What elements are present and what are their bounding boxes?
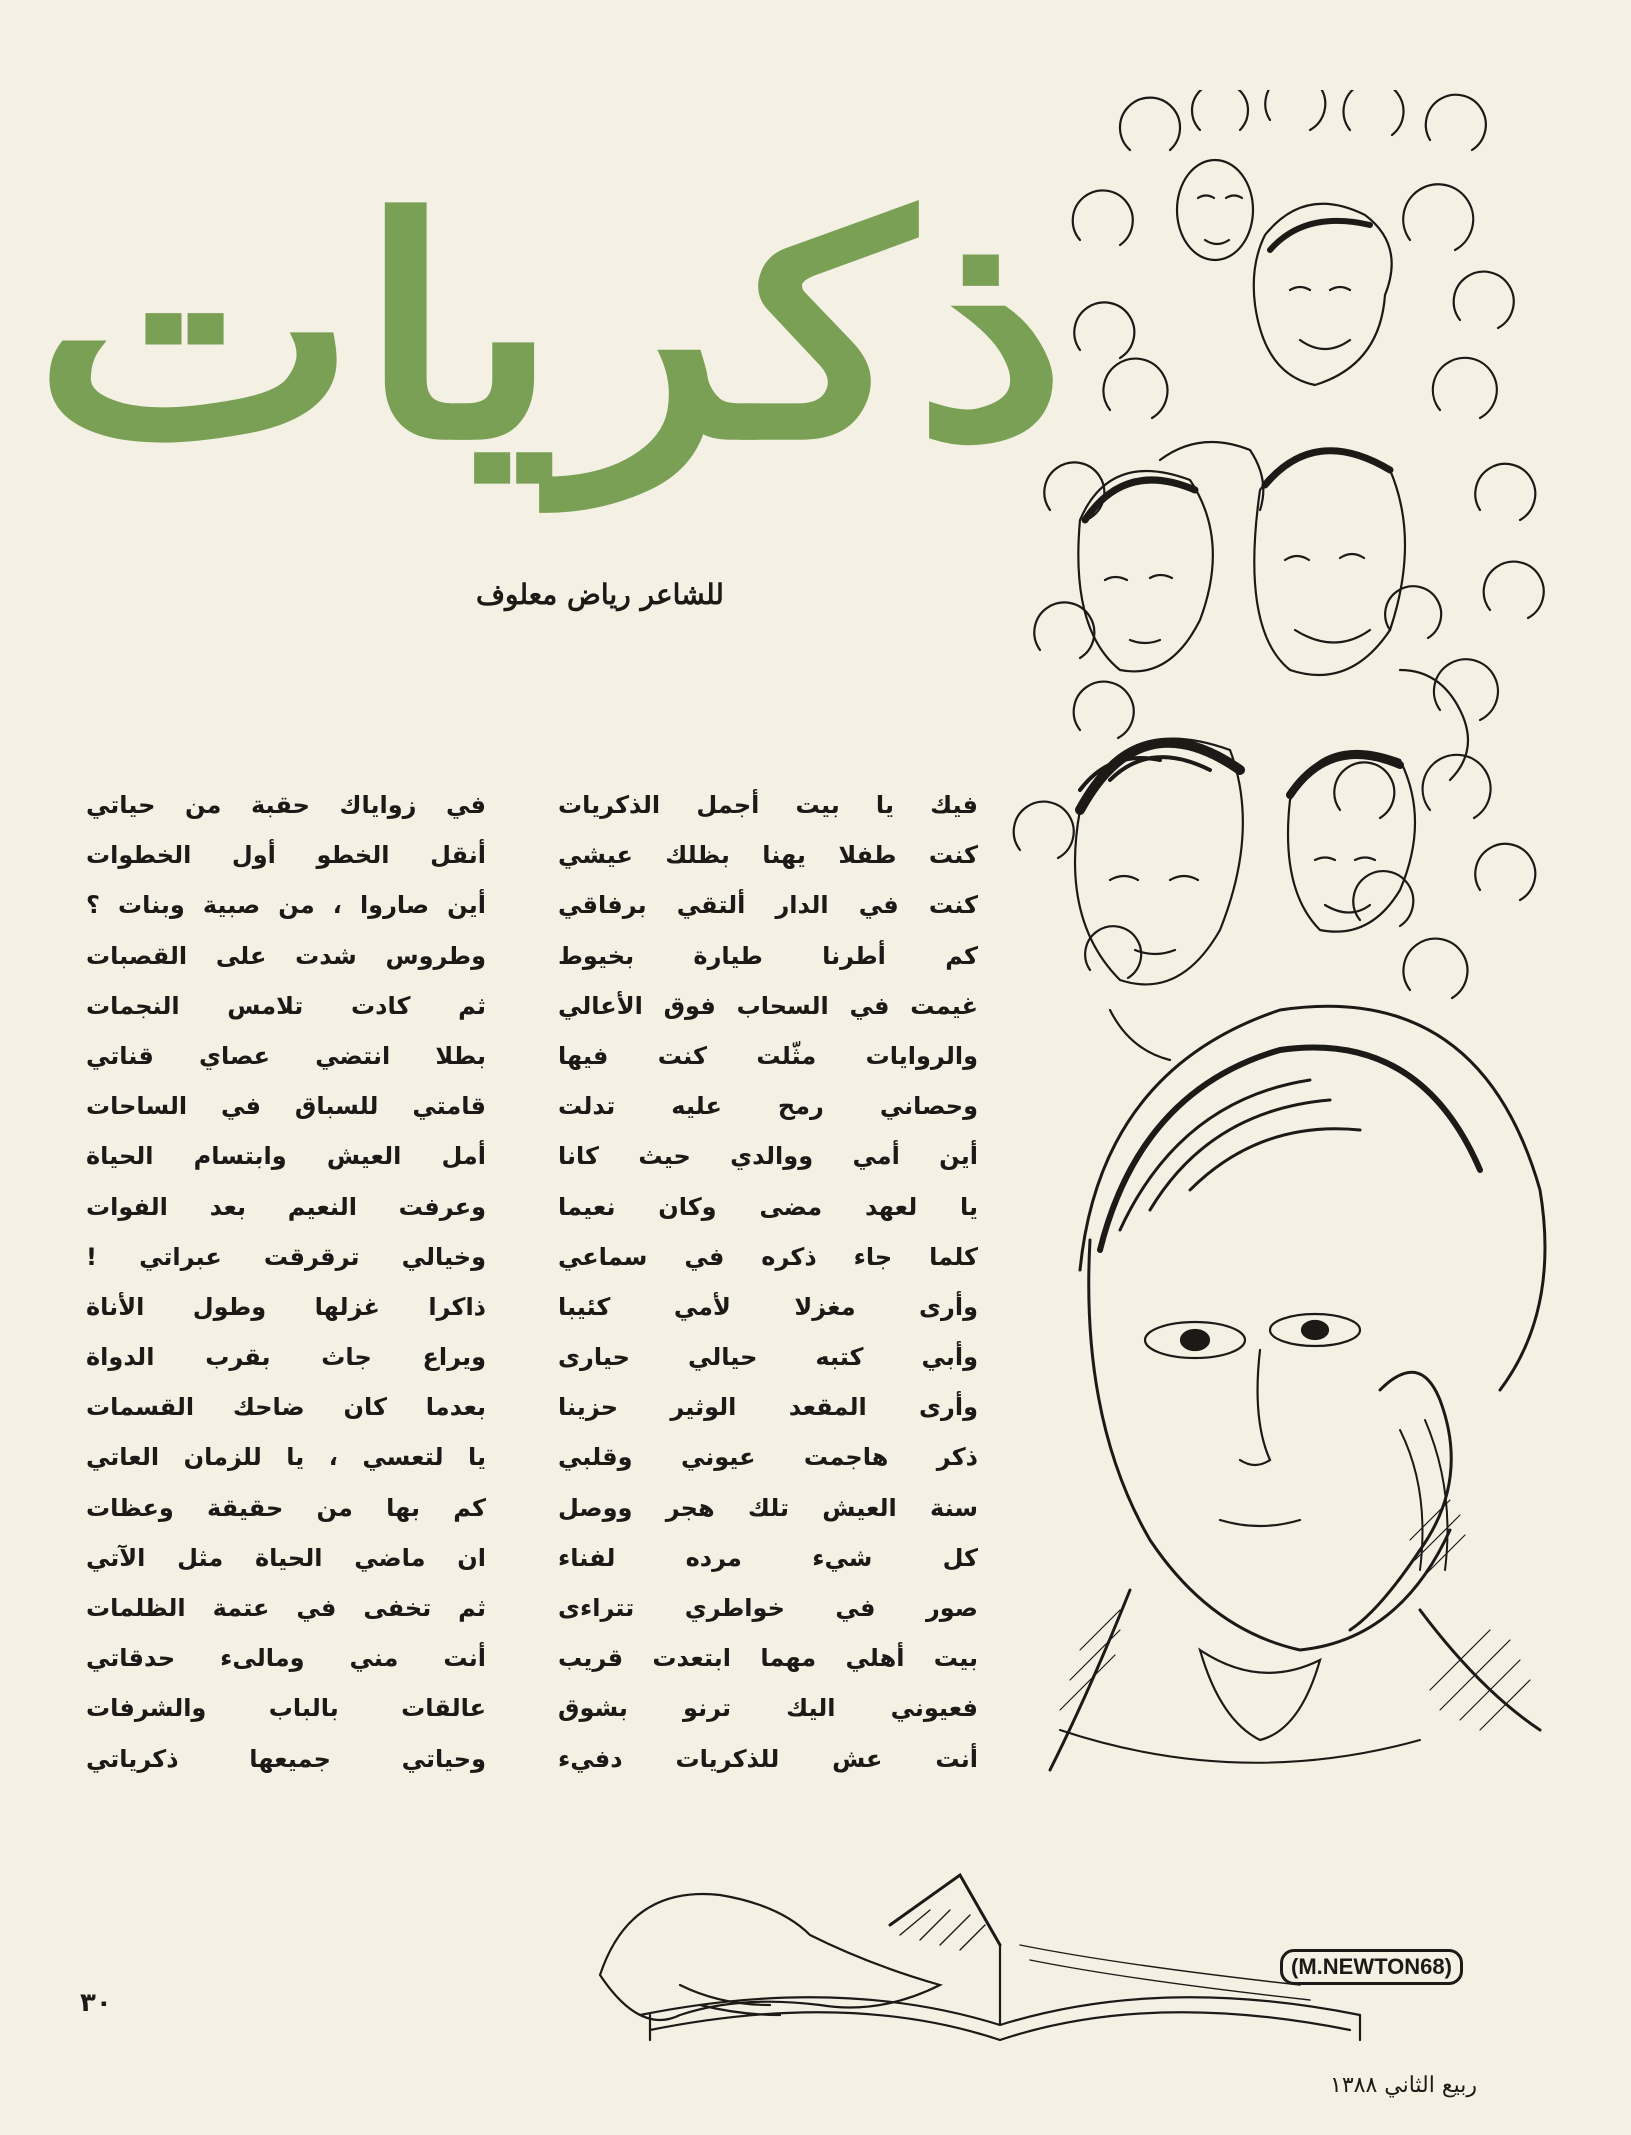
poem-verse-line: ذكر هاجمت عيوني وقلبي xyxy=(558,1443,978,1472)
poem-verse-line: بطلا انتضي عصاي قناتي xyxy=(86,1041,486,1070)
small-boy-face-top xyxy=(1177,160,1253,260)
crowd-swirls-decoration xyxy=(1014,90,1544,998)
poem-verse-line: كم أطرنا طيارة بخيوط xyxy=(558,941,978,970)
poem-verse-line: وعرفت النعيم بعد الفوات xyxy=(86,1192,486,1221)
poem-verse-line: أنقل الخطو أول الخطوات xyxy=(86,841,486,870)
poem-verse-line: أنت مني ومالىء حدقاتي xyxy=(86,1644,486,1673)
article-title: ذكريات xyxy=(32,153,1068,506)
poet-byline: للشاعر رياض معلوف xyxy=(476,578,724,611)
poem-verse-line: كلما جاء ذكره في سماعي xyxy=(558,1242,978,1271)
poem-verse-line: كم بها من حقيقة وعظات xyxy=(86,1493,486,1522)
thinking-boy-portrait xyxy=(1050,1006,1545,1770)
poem-verse-line: ذاكرا غزلها وطول الأناة xyxy=(86,1292,486,1321)
poem-verse-line: ثم تخفى في عتمة الظلمات xyxy=(86,1594,486,1622)
poem-verse-line: كل شيء مرده لفناء xyxy=(558,1543,978,1572)
poem-right-column xyxy=(558,780,978,1784)
page-number: ٣٠ xyxy=(80,1988,112,2018)
issue-date: ربيع الثاني ١٣٨٨ xyxy=(1330,2073,1477,2098)
poem-verse-line: كنت طفلا يهنا بظلك عيشي xyxy=(558,841,978,870)
illustrator-signature: (M.NEWTON68) xyxy=(1280,1949,1463,1985)
curly-haired-boy-face xyxy=(1075,739,1243,1060)
poem-verse-line: ثم كادت تلامس النجمات xyxy=(86,991,486,1020)
two-boys-faces xyxy=(1078,442,1468,780)
poem-verse-line: فيك يا بيت أجمل الذكريات xyxy=(558,791,978,819)
poem-verse-line: أنت عش للذكريات دفيء xyxy=(558,1744,978,1773)
poem-verse-line: وحصاني رمح عليه تدلت xyxy=(558,1092,978,1121)
boys-sketch-illustration xyxy=(960,90,1560,2040)
poem-verse-line: وخيالي ترقرقت عبراتي ! xyxy=(86,1242,486,1271)
poem-verse-line: والروايات مثّلت كنت فيها xyxy=(558,1041,978,1070)
poem-verse-line: بيت أهلي مهما ابتعدت قريب xyxy=(558,1644,978,1673)
poem-verse-line: غيمت في السحاب فوق الأعالي xyxy=(558,991,978,1020)
poem-verse-line: أمل العيش وابتسام الحياة xyxy=(86,1142,486,1171)
poem-verse-line: فعيوني اليك ترنو بشوق xyxy=(558,1694,978,1723)
poem-verse-line: قامتي للسباق في الساحات xyxy=(86,1092,486,1121)
poem-verse-line: ويراع جاث بقرب الدواة xyxy=(86,1343,486,1372)
poem-verse-line: أين صاروا ، من صبية وبنات ؟ xyxy=(86,891,486,920)
laughing-boy-face xyxy=(1288,751,1415,932)
poem-verse-line: في زواياك حقبة من حياتي xyxy=(86,791,486,819)
poem-verse-line: أين أمي ووالدي حيث كانا xyxy=(558,1142,978,1171)
poem-verse-line: يا لعهد مضى وكان نعيما xyxy=(558,1192,978,1221)
shading-hatch xyxy=(1060,1500,1530,1730)
poem-verse-line: وحياتي جميعها ذكرياتي xyxy=(86,1744,486,1773)
poem-verse-line: كنت في الدار ألتقي برفاقي xyxy=(558,891,978,920)
poem-verse-line: عالقات بالباب والشرفات xyxy=(86,1694,486,1723)
poem-verse-line: وأبي كتبه حيالي حيارى xyxy=(558,1343,978,1372)
poem-verse-line: سنة العيش تلك هجر ووصل xyxy=(558,1493,978,1522)
poem-verse-line: بعدما كان ضاحك القسمات xyxy=(86,1393,486,1422)
poem-verse-line: صور في خواطري تتراءى xyxy=(558,1594,978,1622)
poem-verse-line: وأرى المقعد الوثير حزينا xyxy=(558,1393,978,1422)
smiling-boy-face xyxy=(1254,204,1392,385)
poem-left-column xyxy=(86,780,486,1784)
poem-verse-line: وأرى مغزلا لأمي كئيبا xyxy=(558,1292,978,1321)
poem-verse-line: يا لتعسي ، يا للزمان العاتي xyxy=(86,1443,486,1472)
poem-verse-line: ان ماضي الحياة مثل الآتي xyxy=(86,1543,486,1572)
poem-verse-line: وطروس شدت على القصبات xyxy=(86,941,486,970)
